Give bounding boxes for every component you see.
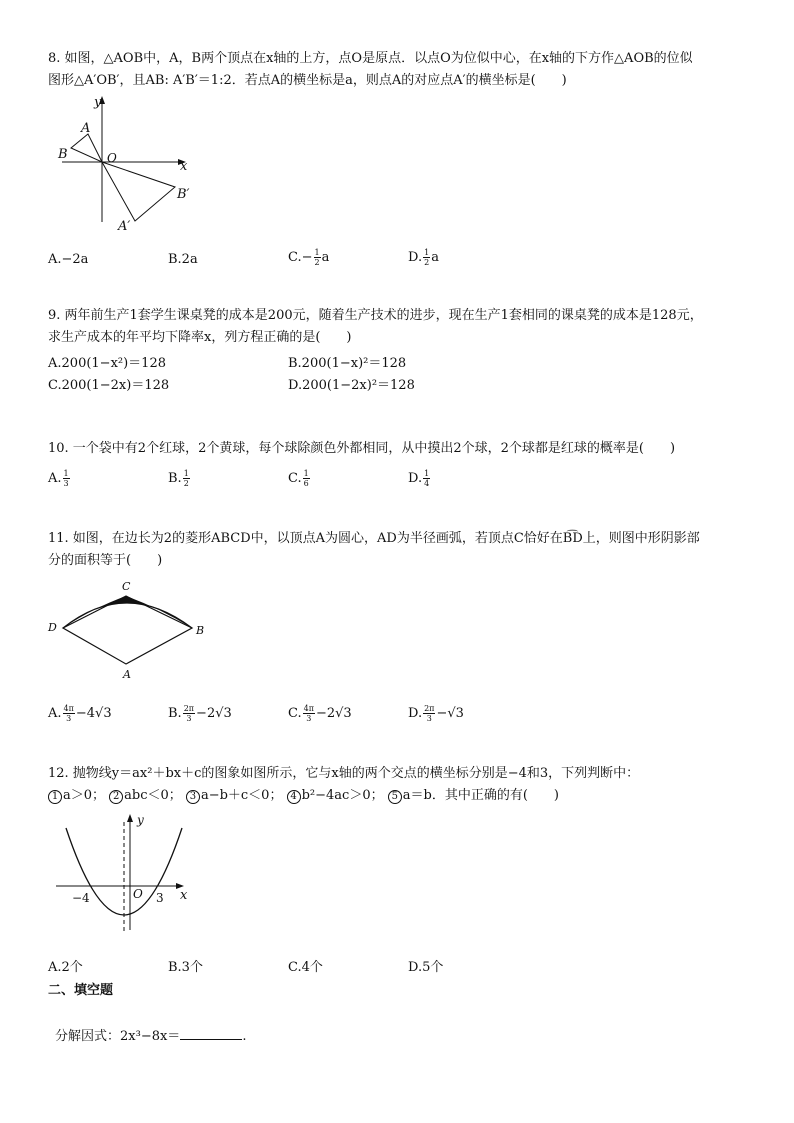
circled-number-4: 4 (287, 790, 301, 804)
question-12-line1: 12. 抛物线y＝ax²＋bx＋c的图象如图所示，它与x轴的两个交点的横坐标分别是−4和3，下列判断中： (48, 766, 640, 781)
q8-option-c: C.− $\frac{1}{2}$ a (288, 248, 330, 267)
question-11 (48, 528, 754, 572)
fig12-label-3: 3 (156, 891, 164, 905)
question-11-figure (44, 578, 214, 682)
q11-option-a: A. $\frac{4\pi}{3}$ −4√3 (48, 704, 112, 723)
section-title: 二、填空题 (48, 983, 114, 998)
fig11-label-a: A (123, 668, 131, 681)
answer-blank[interactable] (180, 1027, 242, 1040)
question-11-line1: 11. 如图，在边长为2的菱形ABCD中，以顶点A为圆心，AD为半径画弧，若顶点C恰好在B͡D上，则图中形阴影部 (48, 531, 700, 546)
q9-option-c: C.200(1−2x)＝128 (48, 378, 170, 393)
question-8-line1: 8. 如图，△AOB中，A，B两个顶点在x轴的上方，点O是原点．以点O为位似中心，在x轴的下方作△AOB的位似 (48, 51, 693, 66)
fig11-label-d: D (48, 621, 57, 634)
q12-option-c: C.4个 (288, 960, 323, 975)
fig11-label-b: B (196, 624, 205, 637)
q11-option-b: B. $\frac{2\pi}{3}$ −2√3 (168, 704, 232, 723)
question-12-statements: 1 a＞0； 2 abc＜0； 3 a−b＋c＜0； 4 b²−4ac＞0； 5 a＝b．其中正确的有( ) (48, 785, 754, 807)
q12-option-a: A.2个 (48, 960, 83, 975)
fig8-label-a: A (81, 121, 91, 136)
question-10 (48, 438, 754, 460)
q10-option-d: D. $\frac{1}{4}$ (408, 469, 430, 488)
circled-number-1: 1 (48, 790, 62, 804)
fig8-label-bprime: B′ (177, 187, 190, 202)
circled-number-2: 2 (109, 790, 123, 804)
q12-option-b: B.3个 (168, 960, 203, 975)
fig8-label-b: B (58, 147, 68, 162)
fill-question-1: 分解因式：2x³−8x＝ . (55, 1029, 247, 1044)
question-9-line1: 9. 两年前生产1套学生课桌凳的成本是200元，随着生产技术的进步，现在生产1套相同的课桌凳的成本是128元， (48, 308, 703, 323)
circled-number-5: 5 (388, 790, 402, 804)
fig8-label-o: O (107, 151, 117, 165)
q8-option-b: B.2a (168, 252, 198, 267)
q8-option-a: A.−2a (48, 252, 89, 267)
question-12-figure (52, 812, 202, 942)
q9-option-d: D.200(1−2x)²＝128 (288, 378, 415, 393)
fig12-label-o: O (133, 887, 143, 901)
fig8-label-y: y (94, 95, 102, 110)
q9-option-b: B.200(1−x)²＝128 (288, 356, 407, 371)
fig12-label-minus4: −4 (72, 891, 90, 905)
q10-option-c: C. $\frac{1}{6}$ (288, 469, 309, 488)
question-9-line2: 求生产成本的年平均下降率x，列方程正确的是( ) (48, 330, 352, 345)
question-11-line2: 分的面积等于( ) (48, 553, 163, 568)
q11-option-c: C. $\frac{4\pi}{3}$ −2√3 (288, 704, 352, 723)
fig12-label-x: x (180, 888, 188, 903)
q10-option-a: A. $\frac{1}{3}$ (48, 469, 69, 488)
q12-option-d: D.5个 (408, 960, 444, 975)
q10-option-b: B. $\frac{1}{2}$ (168, 469, 189, 488)
q11-option-d: D. $\frac{2\pi}{3}$ −√3 (408, 704, 464, 723)
q9-option-a: A.200(1−x²)＝128 (48, 356, 166, 371)
circled-number-3: 3 (186, 790, 200, 804)
fig8-label-x: x (180, 159, 188, 174)
fig11-label-c: C (122, 580, 131, 593)
fig12-label-y: y (137, 813, 144, 827)
question-9 (48, 305, 754, 349)
q8-option-d: D. $\frac{1}{2}$ a (408, 248, 439, 267)
question-8-figure (52, 94, 202, 234)
question-12 (48, 763, 754, 807)
question-10-line1: 10. 一个袋中有2个红球，2个黄球，每个球除颜色外都相同，从中摸出2个球，2个球都是红球的概率是( ) (48, 441, 676, 456)
fig8-label-aprime: A′ (118, 219, 131, 234)
question-8-line2: 图形△A′OB′，且AB: A′B′＝1:2．若点A的横坐标是a，则点A的对应点A′的横坐标是( ) (48, 73, 567, 88)
question-8 (48, 48, 754, 92)
